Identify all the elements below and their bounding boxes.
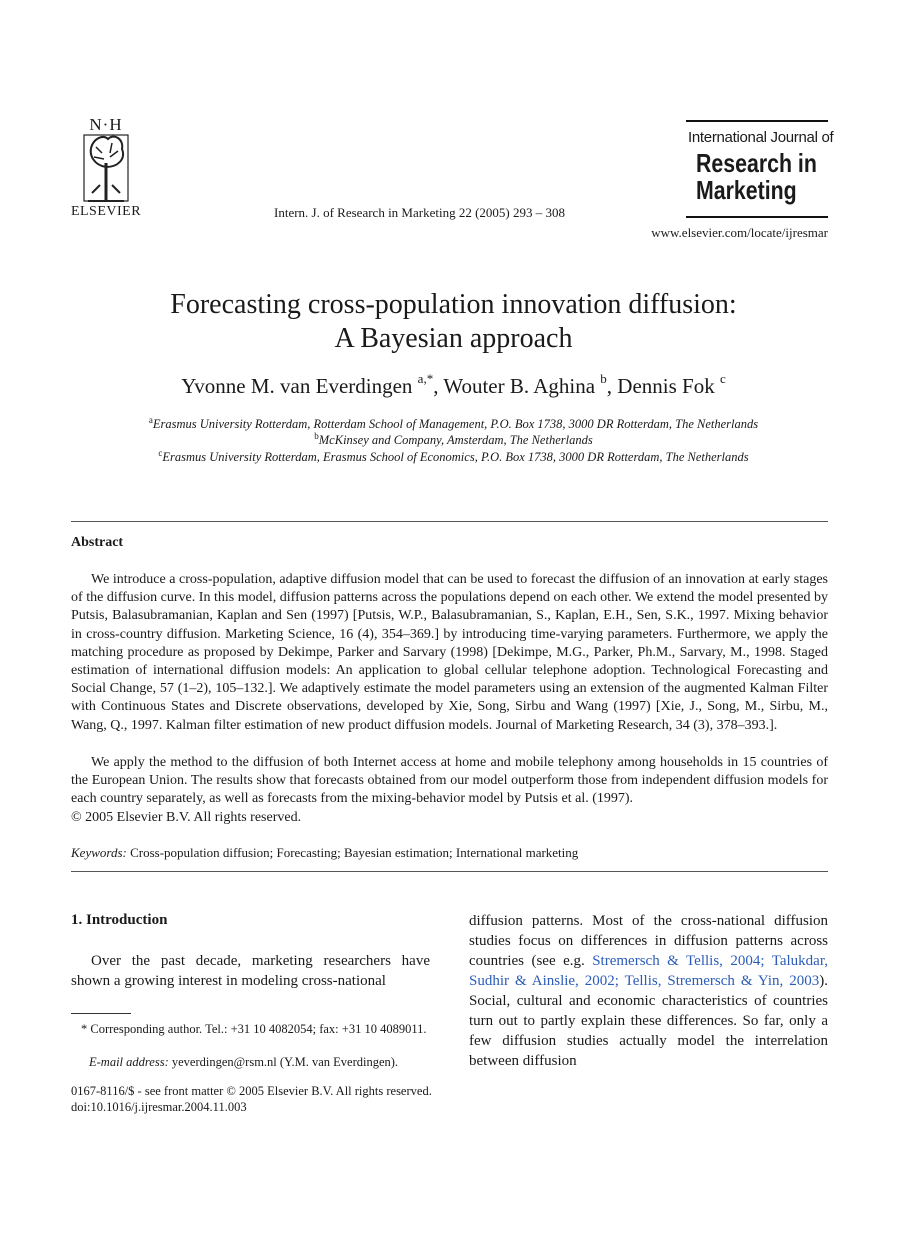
email-label: E-mail address: xyxy=(89,1055,169,1069)
journal-url[interactable]: www.elsevier.com/locate/ijresmar xyxy=(651,225,828,240)
abstract-paragraph-2: We apply the method to the diffusion of both Internet access at home and mobile telephony among households in 15 countries of the European Union. The results show that forecasts obtained from our model outperform those from independent diffusion models for each country separately, as well as forecasts from the mixing-behavior model by Putsis et al. (1997). xyxy=(71,755,828,807)
keywords-text: Cross-population diffusion; Forecasting; Bayesian estimation; International marketing xyxy=(130,845,579,860)
journal-brand xyxy=(686,120,834,220)
article-title xyxy=(0,288,907,356)
affiliation-text: Erasmus University Rotterdam, Rotterdam School of Management, P.O. Box 1738, 3000 DR Rotterdam, The Netherlands xyxy=(152,417,759,432)
title-line-1: Forecasting cross-population innovation diffusion: xyxy=(170,289,737,320)
intro-text: ). Social, cultural and economic characteristics of countries turn out to partly explain these differences. So far, only a few diffusion studies actually model the interrelation between diffusion xyxy=(469,973,828,1069)
divider xyxy=(71,521,828,522)
doi-line[interactable]: doi:10.1016/j.ijresmar.2004.11.003 xyxy=(71,1100,247,1114)
footnote-corresponding: * Corresponding author. Tel.: +31 10 4082054; fax: +31 10 4089011. xyxy=(81,1022,427,1036)
author-name: Wouter B. Aghina xyxy=(443,374,596,398)
keywords xyxy=(71,845,578,861)
affiliation xyxy=(0,431,907,448)
abstract-paragraph-1: We introduce a cross-population, adaptive diffusion model that can be used to forecast the diffusion of an innovation at early stages of the diffusion curve. In this model, diffusion patterns across the populations depend on each other. We extend the model presented by Putsis, Balasubramanian, Kaplan and Sen (1997) [Putsis, W.P., Balasubramanian, S., Kaplan, E.H., Sen, S.K., 1997. Mixing behavior in cross-country diffusion. Marketing Science, 16 (4), 354–369.] by introducing time-varying parameters. Furthermore, we apply the matching procedure as proposed by Dekimpe, Parker and Sarvary (1998) [Dekimpe, M.G., Parker, Ph.M., Sarvary, M., 1998. Staged estimation of international diffusion models: An application to global cellular telephone adoption. Technological Forecasting and Social Change, 57 (1–2), 105–132.]. We adaptively estimate the model parameters using an extension of the augmented Kalman Filter with Continuous States and Discrete observations, developed by Xie, Song, Sirbu and Wang (1997) [Xie, J., Song, M., Sirbu, M., Wang, Q., 1997. Kalman filter estimation of new product diffusion models. Journal of Marketing Research, 34 (3), 378–393.]. xyxy=(71,572,828,733)
affiliation-mark: a xyxy=(148,415,153,425)
intro-text: diffusion patterns. Most of the cross-national diffusion studies focus on differences in diffusion patterns across countries (see e.g. xyxy=(469,913,828,969)
author-affil-mark: a,* xyxy=(417,371,434,386)
affiliation-text: Erasmus University Rotterdam, Erasmus School of Economics, P.O. Box 1738, 3000 DR Rotterdam, The Netherlands xyxy=(162,450,749,465)
brand-rule-top xyxy=(686,120,828,122)
author-list xyxy=(0,373,907,399)
author-name: Dennis Fok xyxy=(617,374,715,398)
intro-right-paragraph xyxy=(469,911,828,1071)
affiliation xyxy=(0,415,907,432)
keywords-label: Keywords: xyxy=(71,845,127,860)
footnote-rule xyxy=(71,1013,131,1014)
issn-line: 0167-8116/$ - see front matter © 2005 Elsevier B.V. All rights reserved. xyxy=(71,1084,432,1098)
journal-brand-line1: Research in xyxy=(696,148,817,178)
citation-link[interactable]: Stremersch & Tellis, 2004; Talukdar, Sudhir & Ainslie, 2002; Tellis, Stremersch & Yin, 2003 xyxy=(469,953,828,989)
author-separator: , xyxy=(606,374,618,398)
journal-brand-big xyxy=(696,150,817,204)
divider xyxy=(71,871,828,872)
affiliation-text: McKinsey and Company, Amsterdam, The Netherlands xyxy=(318,433,593,448)
affiliation-mark: c xyxy=(158,448,163,458)
intro-left-paragraph: Over the past decade, marketing researchers have shown a growing interest in modeling cross-national xyxy=(71,953,430,989)
publisher-wordmark: ELSEVIER xyxy=(70,204,142,219)
author-separator: , xyxy=(433,374,444,398)
author-affil-mark: b xyxy=(600,371,607,386)
footnote-email xyxy=(71,1054,430,1070)
journal-citation: Intern. J. of Research in Marketing 22 (2005) 293 – 308 xyxy=(274,205,565,220)
author-name: Yvonne M. van Everdingen xyxy=(181,374,413,398)
affiliation xyxy=(0,448,907,465)
abstract-copyright: © 2005 Elsevier B.V. All rights reserved. xyxy=(71,810,302,825)
section-heading: 1. Introduction xyxy=(71,912,168,928)
brand-rule-bottom xyxy=(686,216,828,218)
affiliation-mark: b xyxy=(314,431,319,441)
elsevier-logo xyxy=(68,116,144,220)
tree-emblem-icon xyxy=(82,133,130,203)
abstract-heading: Abstract xyxy=(71,535,124,550)
journal-brand-small: International Journal of xyxy=(688,129,834,146)
journal-brand-line2: Marketing xyxy=(696,175,797,205)
title-line-2: A Bayesian approach xyxy=(334,323,573,354)
publisher-mark: N·H xyxy=(89,115,123,134)
email-value[interactable]: yeverdingen@rsm.nl (Y.M. van Everdingen). xyxy=(171,1055,399,1069)
author-affil-mark: c xyxy=(719,371,726,386)
